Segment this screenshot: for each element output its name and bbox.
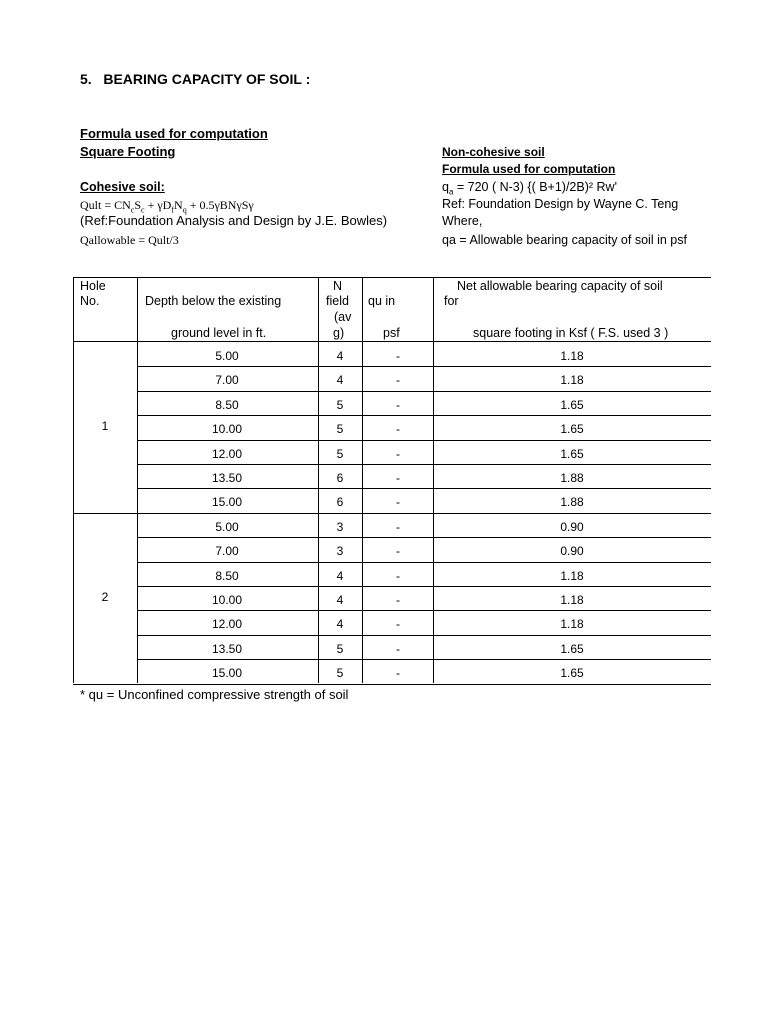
cell-qu: - [396, 568, 400, 583]
cell-net: 1.18 [560, 568, 584, 583]
cell-qu: - [396, 422, 400, 437]
row-divider [137, 488, 711, 489]
cell-qu: - [396, 446, 400, 461]
cell-net: 1.88 [560, 471, 584, 485]
row-divider [137, 635, 711, 636]
cell-depth: 12.00 [211, 617, 243, 632]
cell-net: 1.18 [560, 373, 584, 388]
teng-reference: Ref: Foundation Design by Wayne C. Teng [442, 197, 679, 211]
cell-depth: 8.50 [215, 397, 239, 412]
row-divider [137, 562, 711, 563]
header-hole-line1: Hole [80, 279, 106, 293]
cell-qu: - [396, 373, 400, 388]
cell-qu: - [396, 519, 400, 534]
cell-qu: - [396, 641, 400, 656]
cell-qu: - [396, 593, 400, 607]
cell-depth: 12.00 [211, 446, 243, 461]
cell-depth: 15.00 [211, 495, 243, 510]
cell-qu: - [396, 617, 400, 632]
cell-depth: 5.00 [215, 519, 239, 534]
header-depth-line1: Depth below the existing [145, 294, 282, 308]
cell-n: 3 [336, 544, 344, 559]
cell-depth: 7.00 [215, 544, 239, 559]
cell-depth: 5.00 [215, 349, 239, 363]
qult-prefix: Qult = CN [80, 198, 131, 212]
cell-n: 5 [336, 422, 344, 437]
header-net-line3: square footing in Ksf ( F.S. used 3 ) [473, 326, 669, 340]
cell-qu: - [396, 349, 400, 363]
cell-net: 1.88 [560, 495, 584, 510]
cell-qu: - [396, 471, 400, 485]
qa-formula-body: = 720 ( N-3) {( B+1)/2B)² Rw' [453, 180, 617, 194]
qallowable-formula: Qallowable = Qult/3 [80, 233, 179, 247]
cell-depth: 7.00 [215, 373, 239, 388]
cell-qu: - [396, 397, 400, 412]
formula-heading-left: Formula used for computation [80, 126, 268, 141]
cell-n: 5 [336, 446, 344, 461]
cell-n: 4 [336, 593, 344, 607]
row-divider [137, 659, 711, 660]
square-footing-label: Square Footing [80, 144, 176, 159]
where-label: Where, [442, 214, 483, 228]
bowles-reference: (Ref:Foundation Analysis and Design by J.E. Bowles) [80, 213, 388, 228]
row-divider [73, 684, 711, 685]
header-qu-line1: qu in [368, 294, 396, 308]
table-left-border [73, 277, 74, 683]
non-cohesive-label: Non-cohesive soil [442, 145, 545, 159]
row-divider [137, 610, 711, 611]
cell-depth: 10.00 [211, 593, 243, 607]
row-divider [137, 464, 711, 465]
cell-net: 1.65 [560, 641, 584, 656]
formula-heading-right: Formula used for computation [442, 162, 616, 176]
cell-n: 5 [336, 666, 344, 681]
cell-qu: - [396, 544, 400, 559]
header-n-line3: (av [334, 310, 352, 324]
cell-n: 5 [336, 397, 344, 412]
header-net-line1: Net allowable bearing capacity of soil [457, 279, 663, 293]
header-n-line4: g) [333, 326, 345, 340]
cell-n: 3 [336, 519, 344, 534]
col-divider-hole [137, 277, 138, 683]
cell-qu: - [396, 495, 400, 510]
section-number: 5. [80, 71, 92, 87]
cell-net: 1.65 [560, 446, 584, 461]
header-bottom-border [73, 341, 711, 342]
cell-qu: - [396, 666, 400, 681]
header-qu-line2: psf [383, 326, 400, 340]
cell-n: 4 [336, 568, 344, 583]
cell-depth: 15.00 [211, 666, 243, 681]
row-divider [137, 586, 711, 587]
row-divider [137, 391, 711, 392]
header-n-line1: N [333, 279, 343, 293]
cell-hole-number: 1 [101, 419, 109, 434]
row-divider [73, 513, 711, 514]
qa-subscript: a [448, 187, 454, 197]
cell-n: 6 [336, 495, 344, 510]
qa-definition: qa = Allowable bearing capacity of soil in psf [442, 233, 687, 247]
qult-formula: Qult = $CN_cS_c + \gamma D_fN_q + 0.5\gamma BN\gamma S\gamma$ [80, 198, 254, 215]
cohesive-soil-label: Cohesive soil: [80, 180, 165, 194]
cell-n: 4 [336, 373, 344, 388]
cell-net: 1.65 [560, 397, 584, 412]
header-net-line2: for [444, 294, 459, 308]
cell-n: 4 [336, 349, 344, 363]
cell-n: 6 [336, 471, 344, 485]
cell-n: 5 [336, 641, 344, 656]
header-n-line2: field [326, 294, 349, 308]
section-title: BEARING CAPACITY OF SOIL : [103, 71, 311, 87]
row-divider [137, 440, 711, 441]
header-depth-line2: ground level in ft. [171, 326, 267, 340]
row-divider [137, 537, 711, 538]
cell-net: 1.65 [560, 666, 584, 681]
cell-depth: 13.50 [211, 471, 243, 485]
cell-net: 0.90 [560, 544, 584, 559]
cell-hole-number: 2 [101, 590, 109, 605]
cell-depth: 13.50 [211, 641, 243, 656]
cell-net: 1.18 [560, 349, 584, 363]
cell-net: 0.90 [560, 519, 584, 534]
footnote: * qu = Unconfined compressive strength of soil [80, 687, 349, 702]
cell-net: 1.65 [560, 422, 584, 437]
cell-net: 1.18 [560, 593, 584, 607]
cell-net: 1.18 [560, 617, 584, 632]
row-divider [137, 366, 711, 367]
cell-n: 4 [336, 617, 344, 632]
header-hole-line2: No. [80, 294, 100, 308]
cell-depth: 8.50 [215, 568, 239, 583]
row-divider [137, 415, 711, 416]
cell-depth: 10.00 [211, 422, 243, 437]
table-top-border [73, 277, 711, 278]
qult-tail: BN [219, 198, 237, 212]
qa-symbol: q [442, 180, 449, 194]
